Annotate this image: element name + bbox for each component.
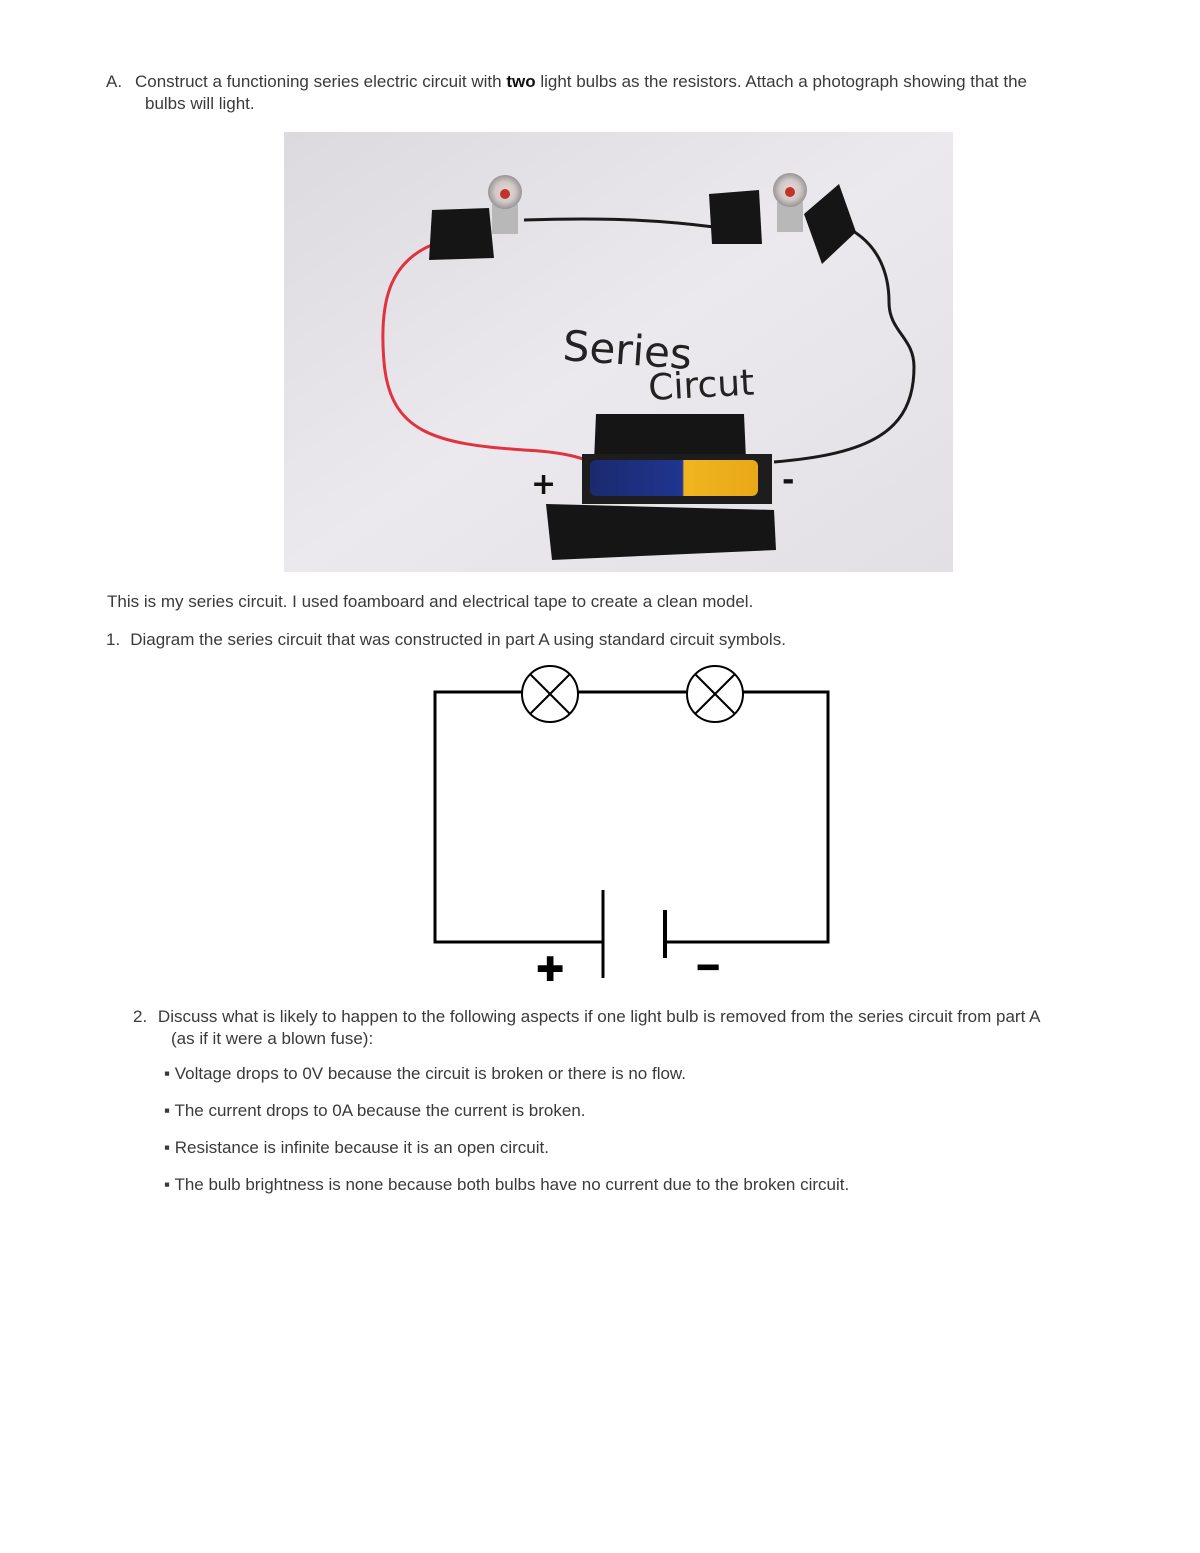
- lamp-1-icon: [522, 666, 578, 722]
- handwritten-label-1: Series: [561, 321, 694, 379]
- question-2: [133, 1006, 1143, 1050]
- answer-bullet-resistance: ▪ Resistance is infinite because it is an open circuit.: [164, 1138, 549, 1157]
- question-a-text-after: light bulbs as the resistors. Attach a photograph showing that the: [535, 72, 1028, 91]
- minus-mark: -: [782, 463, 795, 498]
- answer-bullet-brightness: ▪ The bulb brightness is none because both bulbs have no current due to the broken circuit.: [164, 1175, 850, 1194]
- tape-top-middle: [709, 190, 762, 244]
- handwritten-label-2: Circut: [647, 362, 756, 409]
- wire-left-top: [435, 692, 603, 942]
- question-1: [106, 630, 786, 650]
- answer-bullet-voltage: ▪ Voltage drops to 0V because the circuit is broken or there is no flow.: [164, 1064, 686, 1083]
- question-2-text: Discuss what is likely to happen to the following aspects if one light bulb is removed from the series circuit from part A: [157, 1007, 1041, 1026]
- question-a-text: Construct a functioning series electric circuit with: [135, 72, 507, 91]
- answer-bullet-current: ▪ The current drops to 0A because the current is broken.: [164, 1101, 586, 1120]
- battery: [590, 460, 758, 496]
- question-2-number: 2.: [133, 1007, 148, 1026]
- circuit-photo: [284, 132, 953, 572]
- question-a-text-line2: bulbs will light.: [145, 94, 255, 113]
- question-1-text: Diagram the series circuit that was constructed in part A using standard circuit symbols.: [130, 630, 786, 649]
- question-a-marker: A.: [106, 72, 123, 91]
- question-1-number: 1.: [106, 630, 121, 649]
- question-a-bold: two: [506, 72, 536, 91]
- circuit-diagram: [420, 660, 850, 990]
- question-2-text-line2: (as if it were a blown fuse):: [171, 1029, 374, 1048]
- bulb-left-icon: [488, 175, 522, 234]
- question-a: [106, 71, 1136, 115]
- plus-mark: +: [531, 467, 557, 502]
- tape-left: [429, 208, 494, 260]
- diagram-plus-icon: ✚: [536, 950, 565, 990]
- bulb-right-icon: [773, 173, 807, 232]
- wire-right: [665, 692, 828, 942]
- lamp-2-icon: [687, 666, 743, 722]
- diagram-minus-icon: ━: [698, 948, 719, 988]
- photo-caption: This is my series circuit. I used foamboard and electrical tape to create a clean model.: [107, 592, 754, 611]
